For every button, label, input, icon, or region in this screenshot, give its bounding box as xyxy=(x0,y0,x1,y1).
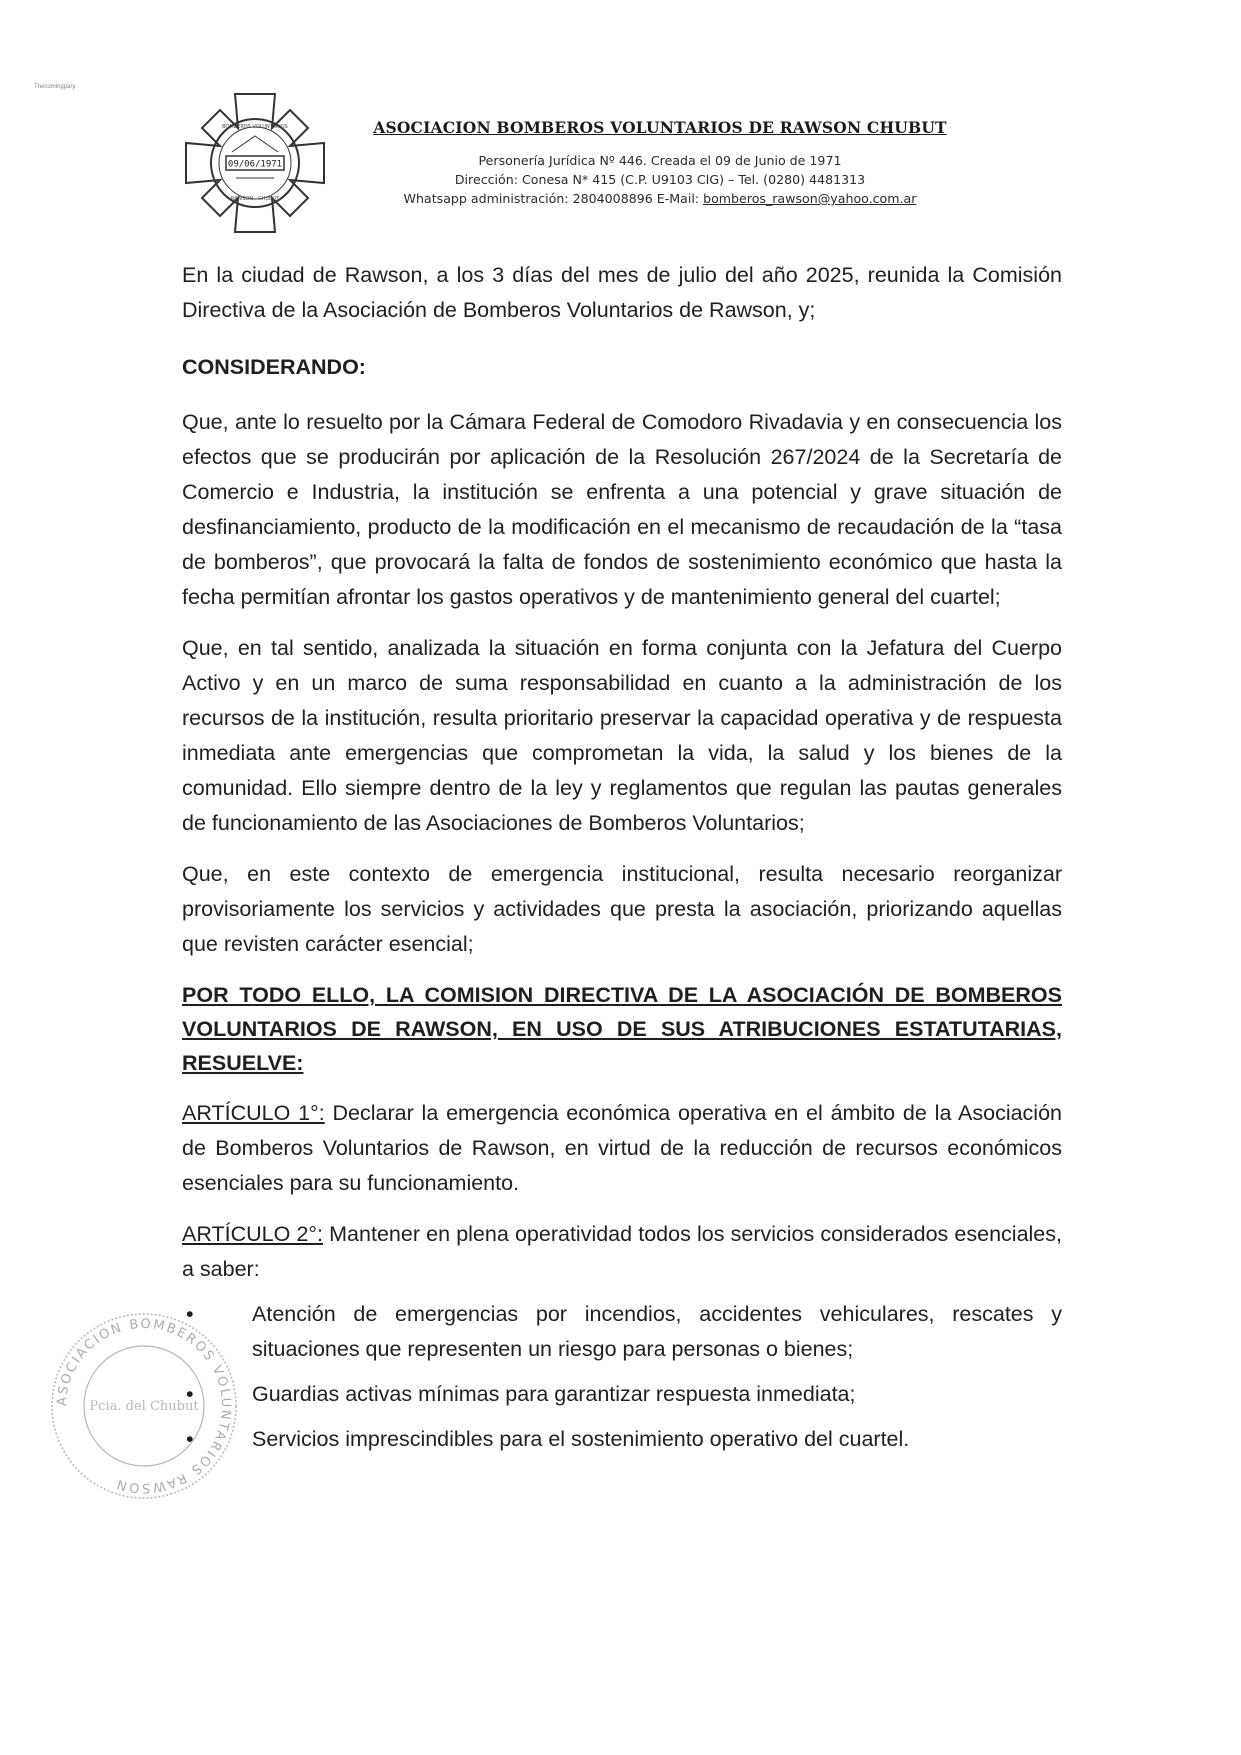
article-2-text: Mantener en plena operatividad todos los servicios considerados esenciales, a saber: xyxy=(182,1222,1062,1281)
list-item-text: Servicios imprescindibles para el sostenimiento operativo del cuartel. xyxy=(252,1427,910,1451)
article-1 xyxy=(182,1096,1062,1201)
list-item xyxy=(182,1297,1062,1367)
address-line: Dirección: Conesa N* 415 (C.P. U9103 CIG) – Tel. (0280) 4481313 xyxy=(454,172,866,187)
essential-services-list xyxy=(182,1297,1062,1457)
org-title: ASOCIACION BOMBEROS VOLUNTARIOS DE RAWSON CHUBUT xyxy=(373,118,947,137)
legal-info-line: Personería Jurídica Nº 446. Creada el 09 de Junio de 1971 xyxy=(478,153,842,168)
considerando-heading: CONSIDERANDO: xyxy=(182,355,366,379)
logo-bottom-text: RAWSON - CHUBUT xyxy=(230,196,280,202)
document-body xyxy=(182,258,1062,1467)
firefighter-cross-emblem-icon xyxy=(180,88,330,238)
whatsapp-text: Whatsapp administración: 2804008896 E-Mail: xyxy=(403,191,704,206)
logo-top-text: BOMBEROS VOLUNTARIOS xyxy=(222,124,288,130)
list-item-text: Atención de emergencias por incendios, accidentes vehiculares, rescates y situaciones que representen un riesgo para personas o bienes; xyxy=(252,1302,1062,1361)
list-item-text: Guardias activas mínimas para garantizar respuesta inmediata; xyxy=(252,1382,856,1406)
article-2-label: ARTÍCULO 2°: xyxy=(182,1222,323,1246)
list-item xyxy=(182,1377,1062,1412)
logo-year: 09/06/1971 xyxy=(227,159,283,170)
scan-mark: Thecomingpary xyxy=(34,84,76,90)
article-2 xyxy=(182,1217,1062,1287)
association-seal-stamp-icon xyxy=(44,1306,244,1506)
contact-line xyxy=(340,189,980,208)
paragraph-3: Que, en este contexto de emergencia institucional, resulta necesario reorganizar provisoriamente los servicios y actividades que presta la asociación, priorizando aquellas que revisten carácter esencial; xyxy=(182,862,1062,956)
paragraph-2: Que, en tal sentido, analizada la situación en forma conjunta con la Jefatura del Cuerpo Activo y en un marco de suma responsabilidad en cuanto a la administración de los recursos de la institución, resulta prioritario preservar la capacidad operativa y de respuesta inmediata ante emergencias que comprometan la vida, la salud y los bienes de la comunidad. Ello siempre dentro de la ley y reglamentos que regulan las pautas generales de funcionamiento de las Asociaciones de Bomberos Voluntarios; xyxy=(182,636,1062,835)
bullet: • xyxy=(186,1427,194,1451)
bullet: • xyxy=(186,1302,194,1326)
stamp-ring-text: ASOCIACION BOMBEROS VOLUNTARIOS RAWSON xyxy=(54,1316,234,1496)
resolve-heading: POR TODO ELLO, LA COMISION DIRECTIVA DE LA ASOCIACIÓN DE BOMBEROS VOLUNTARIOS DE RAWSON, EN USO DE SUS ATRIBUCIONES ESTATUTARIAS, RESUELVE: xyxy=(182,983,1062,1075)
article-1-label: ARTÍCULO 1°: xyxy=(182,1101,325,1125)
article-1-text: Declarar la emergencia económica operativa en el ámbito de la Asociación de Bomberos Voluntarios de Rawson, en virtud de la reducción de recursos económicos esenciales para su funcionamiento. xyxy=(182,1101,1062,1195)
stamp-center-text: Pcia. del Chubut xyxy=(89,1399,199,1414)
email-link[interactable]: bomberos_rawson@yahoo.com.ar xyxy=(703,191,917,206)
paragraph-1: Que, ante lo resuelto por la Cámara Federal de Comodoro Rivadavia y en consecuencia los efectos que se producirán por aplicación de la Resolución 267/2024 de la Secretaría de Comercio e Industria, la institución se enfrenta a una potencial y grave situación de desfinanciamiento, producto de la modificación en el mecanismo de recaudación de la “tasa de bomberos”, que provocará la falta de fondos de sostenimiento económico que hasta la fecha permitían afrontar los gastos operativos y de mantenimiento general del cuartel; xyxy=(182,410,1062,609)
intro-paragraph: En la ciudad de Rawson, a los 3 días del mes de julio del año 2025, reunida la Comisión Directiva de la Asociación de Bomberos Voluntarios de Rawson, y; xyxy=(182,263,1062,322)
bullet: • xyxy=(186,1382,194,1406)
list-item xyxy=(182,1422,1062,1457)
letterhead xyxy=(340,118,980,208)
